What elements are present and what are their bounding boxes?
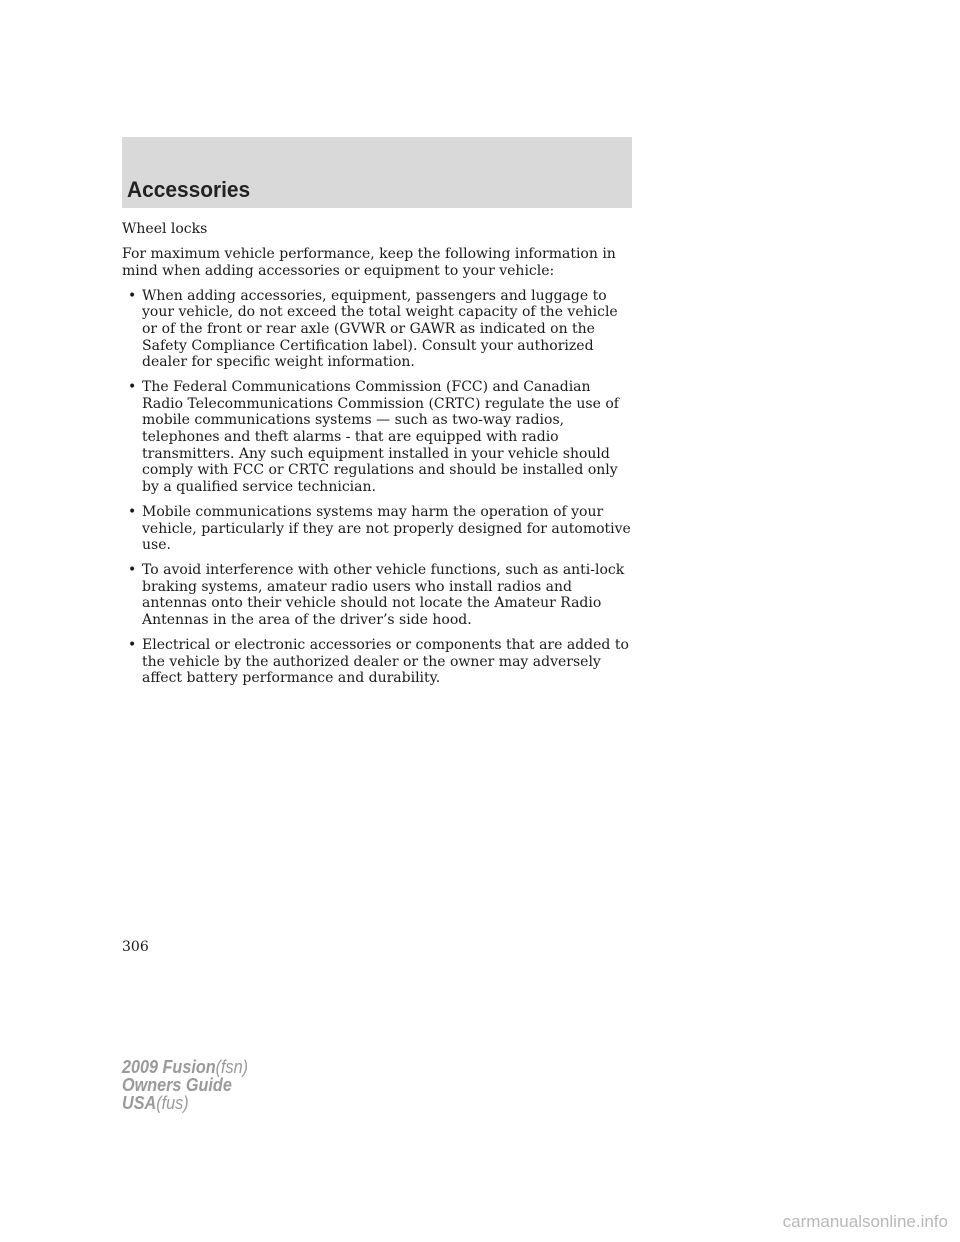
list-item-text: Mobile communications systems may harm the operation of your vehicle, particularly if they are not properly designed for automotive use. bbox=[142, 503, 631, 554]
list-item bbox=[122, 562, 634, 628]
footer-line-model bbox=[122, 1058, 248, 1076]
page-number: 306 bbox=[122, 939, 149, 955]
bullet-list bbox=[122, 288, 634, 687]
footer-market: USA bbox=[122, 1093, 157, 1113]
list-item bbox=[122, 288, 634, 371]
bullet-icon: • bbox=[128, 379, 137, 396]
bullet-icon: • bbox=[128, 503, 137, 520]
document-footer bbox=[122, 1058, 248, 1112]
bullet-icon: • bbox=[128, 562, 137, 579]
page-content bbox=[122, 221, 634, 695]
intro-paragraph: For maximum vehicle performance, keep the following information in mind when adding accessories or equipment to your vehicle: bbox=[122, 246, 616, 279]
list-item bbox=[122, 637, 634, 687]
footer-market-code: (fus) bbox=[156, 1093, 189, 1113]
list-item bbox=[122, 379, 634, 495]
footer-guide-title: Owners Guide bbox=[122, 1075, 232, 1095]
list-item-text: Electrical or electronic accessories or components that are added to the vehicle by the authorized dealer or the owner may adversely affect battery performance and durability. bbox=[142, 637, 629, 687]
bullet-icon: • bbox=[128, 637, 137, 654]
footer-model-code: (fsn) bbox=[215, 1057, 249, 1077]
subheading: Wheel locks bbox=[122, 221, 208, 237]
list-item-text: When adding accessories, equipment, passengers and luggage to your vehicle, do not exceed the total weight capacity of the vehicle or of the front or rear axle (GVWR or GAWR as indicated on the Safety Compliance Certification label). Consult your authorized dealer for specific weight information. bbox=[142, 287, 618, 371]
list-item-text: The Federal Communications Commission (FCC) and Canadian Radio Telecommunications Commission (CRTC) regulate the use of mobile communications systems — such as two-way radios, telephones and theft alarms - that are equipped with radio transmitters. Any such equipment installed in your vehicle should comply with FCC or CRTC regulations and should be installed only by a qualified service technician. bbox=[142, 379, 619, 495]
footer-model: 2009 Fusion bbox=[122, 1057, 216, 1077]
bullet-icon: • bbox=[128, 287, 137, 304]
list-item bbox=[122, 504, 634, 554]
section-title: Accessories bbox=[127, 177, 251, 202]
section-header-band bbox=[122, 137, 632, 208]
list-item-text: To avoid interference with other vehicle functions, such as anti-lock braking systems, amateur radio users who install radios and antennas onto their vehicle should not locate the Amateur Radio Antennas in the area of the driver’s side hood. bbox=[142, 562, 625, 628]
watermark-link[interactable]: carmanualsonline.info bbox=[782, 1212, 948, 1231]
footer-line-market bbox=[122, 1094, 248, 1112]
